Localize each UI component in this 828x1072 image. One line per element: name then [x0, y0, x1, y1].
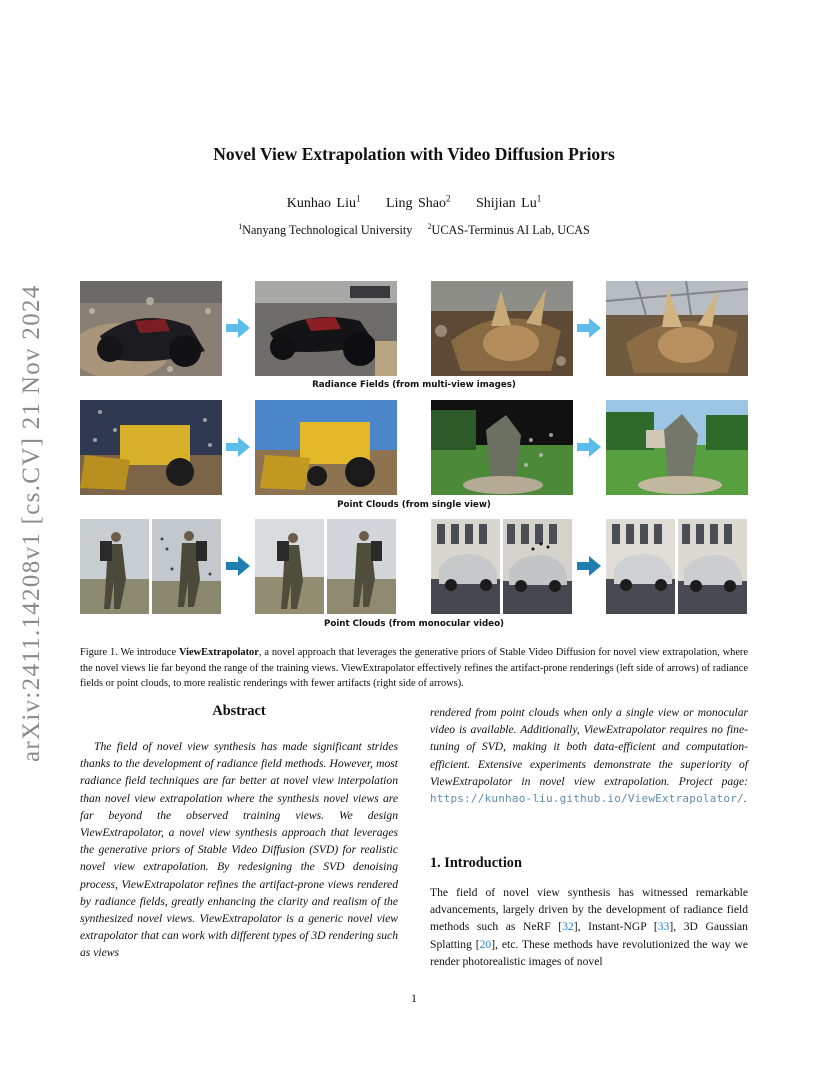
abstract-heading: Abstract	[212, 703, 266, 719]
page-number: 1	[411, 991, 417, 1005]
citation-link[interactable]: 20	[479, 937, 492, 951]
author: Kunhao Liu$^1$	[286, 193, 361, 211]
author-list	[0, 193, 828, 212]
arrow-right-icon	[577, 318, 601, 338]
figure-image-loader-before	[80, 400, 222, 495]
arxiv-stamp	[18, 282, 48, 762]
abstract-text-right: rendered from point clouds when only a single view or monocular video is available. Additionally, ViewExtrapolator requires no fine-tuning of SVD, making it both data-efficient and computation-efficient. Extensive experiments demonstrate the superiority of ViewExtrapolator in novel view extrapolation. Project page: https://kunhao-liu.github.io/ViewExtrapolator/.	[430, 706, 748, 806]
arrow-right-icon	[226, 556, 250, 576]
arrow-right-icon	[577, 556, 601, 576]
figure-image-loader-after	[255, 400, 397, 495]
abstract-text-left: The field of novel view synthesis has made significant strides thanks to the development of radiance field methods. However, most radiance field techniques are far better at novel view interpolation than novel view extrapolation where the synthesis novel views are far beyond the observed training views. We design ViewExtrapolator, a novel view synthesis approach that leverages the generative priors of Stable Video Diffusion (SVD) for realistic novel view extrapolation. By redesigning the SVD denoising process, ViewExtrapolator refines the artifact-prone views rendered by radiance fields, greatly enhancing the clarity and realism of the synthesized novel views. ViewExtrapolator is a generic novel view extrapolator that can work with different types of 3D rendering such as views	[80, 740, 398, 960]
figure-row-caption: Point Clouds (from monocular video)	[323, 619, 505, 629]
arxiv-stamp-text: arXiv:2411.14208v1 [cs.CV] 21 Nov 2024	[18, 284, 45, 762]
project-page-link[interactable]: https://kunhao-liu.github.io/ViewExtrapolator/	[430, 792, 744, 806]
arrow-right-icon	[226, 437, 250, 457]
figure-image-hiker-before-1	[80, 519, 149, 614]
section-heading-introduction: 1. Introduction	[430, 855, 522, 871]
figure-caption: Figure 1. We introduce ViewExtrapolator, a novel approach that leverages the generative priors of Stable Video Diffusion for novel view extrapolation, where the novel views lie far beyond the range of the training views. ViewExtrapolator effectively refines the artifact-prone renderings (left side of arrows) of radiance fields or point clouds, to more realistic renderings with fewer artifacts (right side of arrows).	[80, 647, 749, 689]
figure-image-hiker-before-2	[152, 519, 221, 614]
figure-row-caption: Radiance Fields (from multi-view images)	[312, 380, 516, 390]
citation-link[interactable]: 33	[657, 920, 670, 934]
citation-link[interactable]: 32	[562, 920, 574, 934]
figure-image-hiker-after-2	[327, 519, 396, 614]
figure-image-triceratops-before	[431, 281, 573, 376]
figure-image-motorcycle-before	[80, 281, 222, 376]
figure-image-statue-before	[431, 400, 573, 495]
arrow-right-icon	[226, 318, 250, 338]
figure-image-motorcycle-after	[255, 281, 397, 376]
introduction-text: The field of novel view synthesis has witnessed remarkable advancements, largely driven by the development of radiance field methods such as NeRF [32], Instant-NGP [33], 3D Gaussian Splatting [20], etc. These methods have revolutionized the way we render photorealistic images of novel	[430, 886, 748, 968]
figure-image-triceratops-after	[606, 281, 748, 376]
arrow-right-icon	[577, 437, 601, 457]
figure-row-caption: Point Clouds (from single view)	[337, 500, 491, 510]
affiliations: $^1$Nanyang Technological University $^2$UCAS-Terminus AI Lab, UCAS	[238, 221, 590, 237]
figure-image-car-before-1	[431, 519, 500, 614]
figure-image-car-before-2	[503, 519, 572, 614]
figure-image-statue-after	[606, 400, 748, 495]
figure-image-car-after-1	[606, 519, 675, 614]
paper-title: Novel View Extrapolation with Video Diffusion Priors	[213, 144, 615, 164]
author: Shijian Lu$^1$	[476, 193, 542, 211]
author: Ling Shao$^2$	[386, 193, 451, 211]
figure-image-hiker-after-1	[255, 519, 324, 614]
figure-image-car-after-2	[678, 519, 747, 614]
